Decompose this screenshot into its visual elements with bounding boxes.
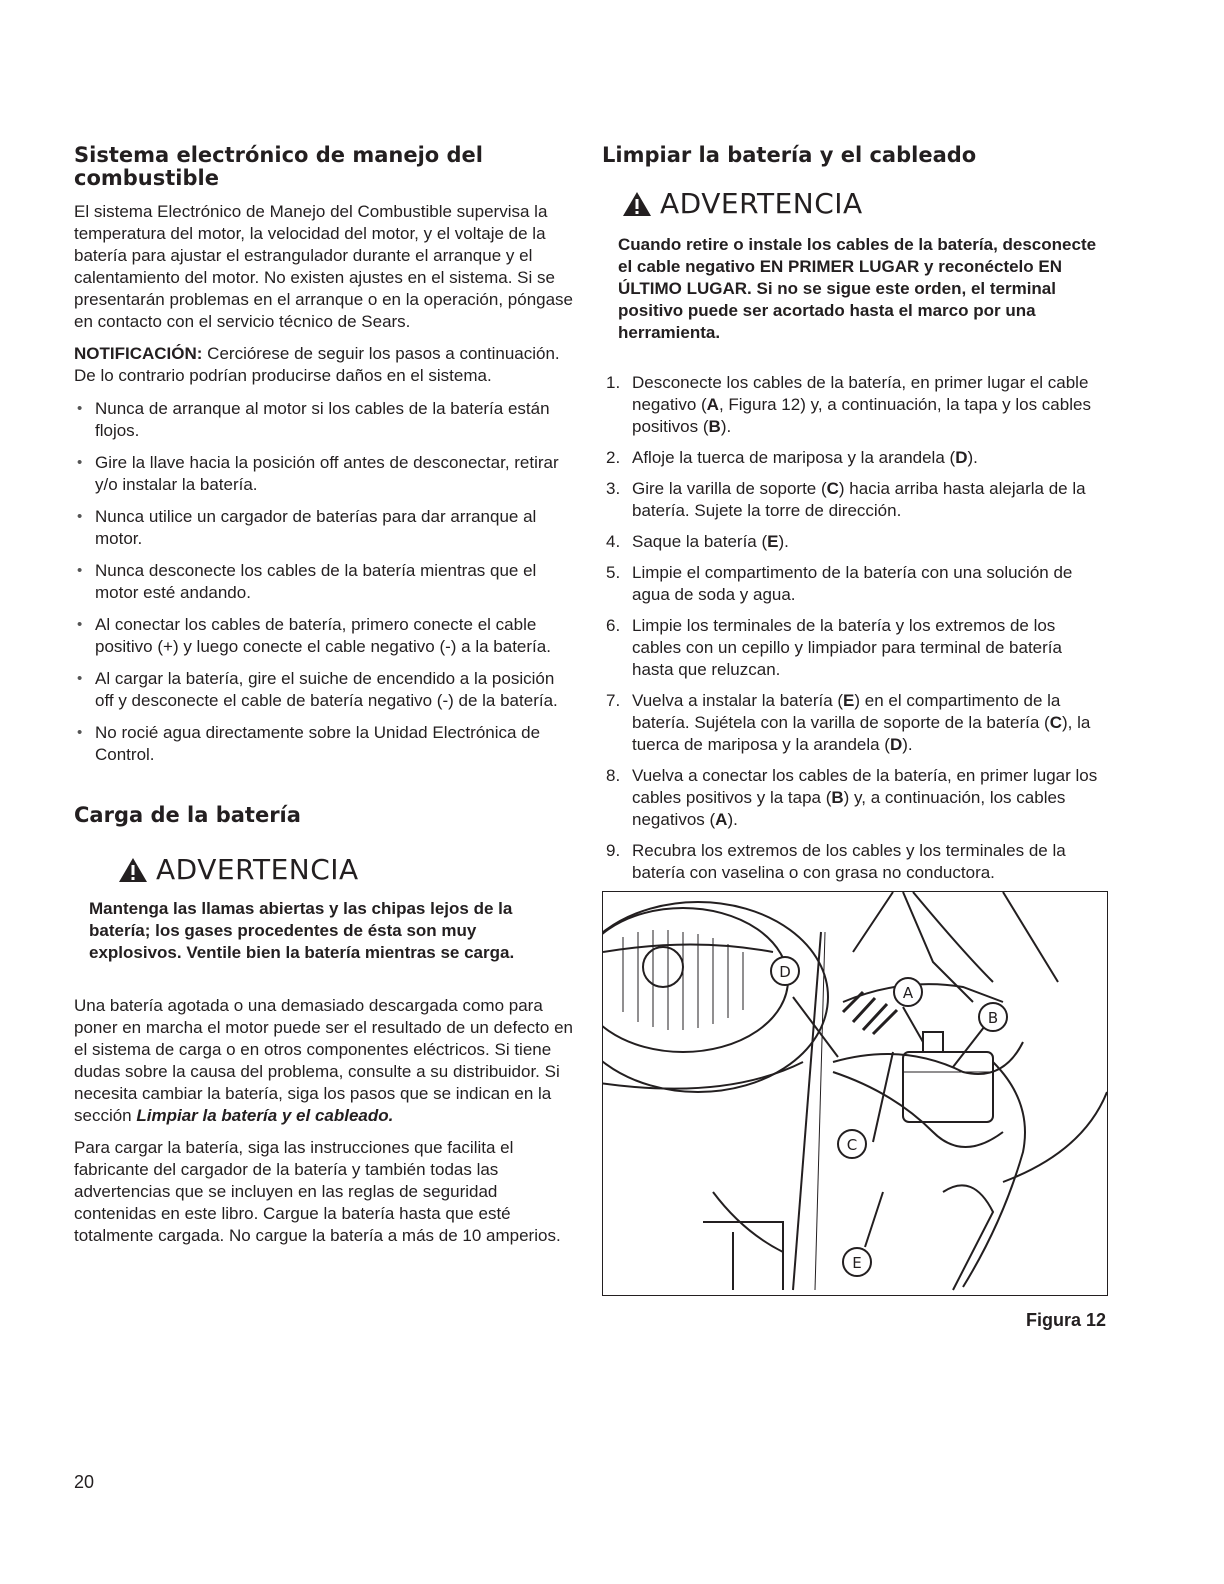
warning-triangle-icon: [622, 191, 652, 217]
fuel-management-paragraph: El sistema Electrónico de Manejo del Combustible supervisa la temperatura del motor, la velocidad del motor, y el voltaje de la batería para ajustar el estrangulador durante el arranque y el calentamiento del motor. No existen ajustes en el sistema. Si se presentarán problemas en el arranque o en la operación, póngase en contacto con el servicio técnico de Sears.: [74, 202, 574, 331]
step-number: 1.: [606, 373, 621, 392]
svg-text:B: B: [987, 1009, 999, 1027]
charging-instructions-paragraph: Para cargar la batería, siga las instrucciones que facilita el fabricante del cargador de la batería y también todas las advertencias que se incluyen en las reglas de seguridad contenidas en este libro. Cargue la batería hasta que esté totalmente cargada. No cargue la batería a más de 10 amperios.: [74, 1138, 561, 1245]
part-label-ref: C: [1049, 713, 1062, 732]
callout-e-label: [843, 1248, 871, 1276]
part-label-ref: A: [706, 395, 719, 414]
list-item: [602, 765, 1107, 831]
step-text: ) y, a continuación, los cables negativos (: [632, 788, 1066, 829]
step-number: 6.: [606, 616, 621, 635]
notice-label: NOTIFICACIÓN:: [74, 344, 203, 363]
page-number: 20: [74, 1472, 95, 1492]
svg-text:A: A: [902, 984, 914, 1002]
step-number: 4.: [606, 532, 621, 551]
warning-heading-text: ADVERTENCIA: [660, 187, 863, 220]
part-label-ref: D: [889, 735, 903, 754]
step-text: Afloje la tuerca de mariposa y la arandela (: [632, 448, 956, 467]
step-text: Desconecte los cables de la batería, en primer lugar el cable negativo (: [632, 373, 1089, 414]
step-text: Limpie los terminales de la batería y los extremos de los cables con un cepillo y limpiador para terminal de batería hasta que reluzcan.: [632, 616, 1062, 679]
notice-paragraph: [74, 343, 574, 387]
step-text: Vuelva a conectar los cables de la batería, en primer lugar los cables positivos y la tapa (: [632, 766, 1098, 807]
step-text: Recubra los extremos de los cables y los terminales de la batería con vaselina o con grasa no conductora.: [632, 841, 1066, 882]
right-column: [602, 144, 1107, 893]
list-item: [602, 840, 1107, 884]
section-reference: Limpiar la batería y el cableado.: [136, 1106, 394, 1125]
warning-heading: [118, 853, 574, 886]
step-text: ).: [902, 735, 913, 754]
list-item: [602, 690, 1107, 756]
list-item: • Nunca desconecte los cables de la batería mientras que el motor esté andando.: [74, 560, 574, 604]
list-item: [602, 615, 1107, 681]
step-text: ) en el compartimento de la batería. Sujétela con la varilla de soporte de la batería (: [632, 691, 1061, 732]
part-label-ref: A: [715, 810, 728, 829]
step-text: ) hacia arriba hasta alejarla de la batería. Sujete la torre de dirección.: [632, 479, 1086, 520]
warning-heading: [622, 187, 1107, 220]
list-item: [602, 447, 1107, 469]
battery-charging-paragraph: [74, 995, 574, 1127]
cleaning-steps-list: [602, 372, 1107, 884]
warning-text: Cuando retire o instale los cables de la batería, desconecte el cable negativo EN PRIMER LUGAR y reconéctelo EN ÚLTIMO LUGAR. Si no se sigue este orden, el terminal positivo puede ser acortado hasta el marco por una herramienta.: [618, 235, 1097, 342]
callout-b-label: [979, 1003, 1007, 1031]
step-text: , Figura 12) y, a continuación, la tapa y los cables positivos (: [632, 395, 1091, 436]
figure-caption: Figura 12: [1025, 1310, 1106, 1330]
part-label-ref: E: [767, 532, 779, 551]
figure-12-illustration: [602, 891, 1108, 1296]
svg-text:C: C: [846, 1136, 858, 1154]
part-label-ref: C: [826, 479, 839, 498]
step-text: ), la tuerca de mariposa y la arandela (: [632, 713, 1091, 754]
list-item: [602, 478, 1107, 522]
step-text: ).: [778, 532, 789, 551]
list-item: • Gire la llave hacia la posición off antes de desconectar, retirar y/o instalar la batería.: [74, 452, 574, 496]
callout-c-label: [838, 1130, 866, 1158]
callout-a-label: [894, 978, 922, 1006]
list-item: [602, 531, 1107, 553]
step-number: 5.: [606, 563, 621, 582]
callout-d-label: [771, 957, 799, 985]
step-number: 2.: [606, 448, 621, 467]
step-number: 8.: [606, 766, 621, 785]
list-item: [602, 372, 1107, 438]
part-label-ref: D: [955, 448, 968, 467]
svg-text:D: D: [779, 963, 791, 981]
step-number: 3.: [606, 479, 621, 498]
list-item: • Nunca de arranque al motor si los cables de la batería están flojos.: [74, 398, 574, 442]
step-text: ).: [967, 448, 978, 467]
list-item: • Al conectar los cables de batería, primero conecte el cable positivo (+) y luego conecte el cable negativo (-) a la batería.: [74, 614, 574, 658]
step-text: ).: [727, 810, 738, 829]
part-label-ref: B: [831, 788, 844, 807]
battery-charging-text: Una batería agotada o una demasiado descargada como para poner en marcha el motor puede ser el resultado de un defecto en el sistema de carga o en otros componentes eléctricos. Si tiene dudas sobre la causa del problema, consulte a su distribuidor. Si necesita cambiar la batería, siga los pasos que se indican en la sección: [74, 996, 573, 1125]
notice-text: Cerciórese de seguir los pasos a continuación. De lo contrario podrían producirse daños en el sistema.: [74, 344, 560, 385]
step-text: Saque la batería (: [632, 532, 768, 551]
section-title-fuel-management: Sistema electrónico de manejo del combustible: [74, 143, 483, 190]
step-text: ).: [720, 417, 732, 436]
svg-text:E: E: [852, 1254, 862, 1272]
section-title-battery-cleaning: Limpiar la batería y el cableado: [602, 143, 977, 167]
step-text: Vuelva a instalar la batería (: [632, 691, 844, 710]
warning-heading-text: ADVERTENCIA: [156, 853, 359, 886]
precaution-list: [74, 398, 574, 766]
warning-triangle-icon: [118, 857, 148, 883]
list-item: • No rocié agua directamente sobre la Unidad Electrónica de Control.: [74, 722, 574, 766]
step-number: 9.: [606, 841, 621, 860]
section-title-battery-charging: Carga de la batería: [74, 803, 301, 827]
list-item: [602, 562, 1107, 606]
battery-compartment-drawing: [603, 892, 1107, 1295]
step-number: 7.: [606, 691, 621, 710]
list-item: • Nunca utilice un cargador de baterías para dar arranque al motor.: [74, 506, 574, 550]
step-text: Limpie el compartimento de la batería con una solución de agua de soda y agua.: [632, 563, 1073, 604]
part-label-ref: B: [708, 417, 721, 436]
warning-text: Mantenga las llamas abiertas y las chipas lejos de la batería; los gases procedentes de ésta son muy explosivos. Ventile bien la batería mientras se carga.: [89, 899, 515, 962]
left-column: [74, 144, 574, 1247]
list-item: • Al cargar la batería, gire el suiche de encendido a la posición off y desconecte el cable de batería negativo (-) de la batería.: [74, 668, 574, 712]
step-text: Gire la varilla de soporte (: [632, 479, 827, 498]
part-label-ref: E: [843, 691, 855, 710]
